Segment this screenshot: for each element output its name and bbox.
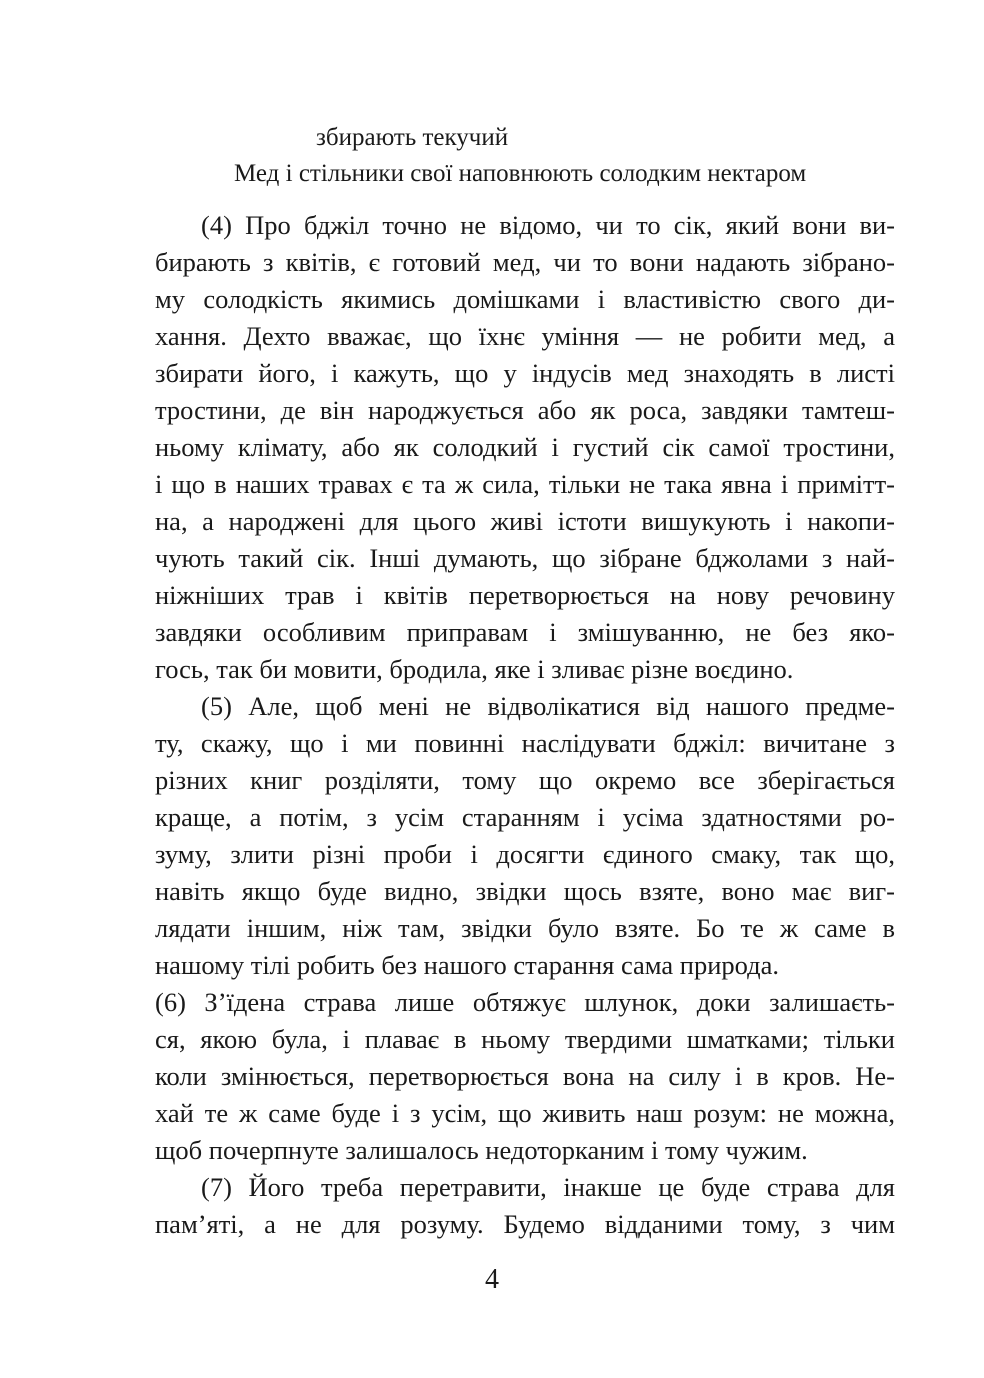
text-line: гось, так би мовити, бродила, яке і зливає різне воєдино.	[155, 654, 794, 684]
text-line: зуму, злити різні проби і досягти єдиного смаку, так що,	[155, 839, 895, 869]
text-line: хання. Дехто вважає, що їхнє уміння — не робити мед, а	[155, 321, 895, 351]
text-line: ніжніших трав і квітів перетворюється на нову речовину	[155, 580, 895, 610]
text-line: і що в наших травах є та ж сила, тільки не така явна і примітт-	[155, 469, 895, 499]
text-line: му солодкість якимись домішками і властивістю свого ди-	[155, 284, 895, 314]
text-line: (5) Але, щоб мені не відволікатися від нашого предме-	[201, 691, 895, 721]
text-line: щоб почерпнуте залишалось недоторканим і тому чужим.	[155, 1135, 808, 1165]
text-line: пам’яті, а не для розуму. Будемо відданими тому, з чим	[155, 1209, 895, 1239]
text-line: на, а народжені для цього живі істоти вишукують і накопи-	[155, 506, 895, 536]
text-line: бирають з квітів, є готовий мед, чи то вони надають зібрано-	[155, 247, 895, 277]
page-number: 4	[485, 1264, 499, 1295]
text-line: чують такий сік. Інші думають, що зібране бджолами з най-	[155, 543, 895, 573]
text-line: тростини, де він народжується або як роса, завдяки тамтеш-	[155, 395, 895, 425]
text-line: хай те ж саме буде і з усім, що живить наш розум: не можна,	[155, 1098, 895, 1128]
verse-line-2: Мед і стільники свої наповнюють солодким нектаром	[234, 160, 807, 187]
text-line: (6) З’їдена страва лише обтяжує шлунок, доки залишаєть-	[155, 987, 895, 1017]
text-line: збирати його, і кажуть, що у індусів мед знаходять в листі	[155, 358, 895, 388]
text-line: ся, якою була, і плаває в ньому твердими шматками; тільки	[155, 1024, 895, 1054]
text-line: (4) Про бджіл точно не відомо, чи то сік, який вони ви-	[201, 210, 895, 240]
text-line: краще, а потім, з усім старанням і усіма здатностями ро-	[155, 802, 895, 832]
text-line: різних книг розділяти, тому що окремо все зберігається	[155, 765, 895, 795]
text-line: завдяки особливим приправам і змішуванню, не без яко-	[155, 617, 895, 647]
verse-line-1: збирають текучий	[316, 124, 509, 151]
text-line: лядати іншим, ніж там, звідки було взяте. Бо те ж саме в	[155, 913, 895, 943]
text-line: ньому клімату, або як солодкий і густий сік самої тростини,	[155, 432, 895, 462]
text-line: (7) Його треба перетравити, інакше це буде страва для	[201, 1172, 895, 1202]
text-line: нашому тілі робить без нашого старання сама природа.	[155, 950, 780, 980]
text-line: ту, скажу, що і ми повинні наслідувати бджіл: вичитане з	[155, 728, 895, 758]
text-line: навіть якщо буде видно, звідки щось взяте, воно має виг-	[155, 876, 895, 906]
text-line: коли змінюється, перетворюється вона на силу і в кров. Не-	[155, 1061, 895, 1091]
